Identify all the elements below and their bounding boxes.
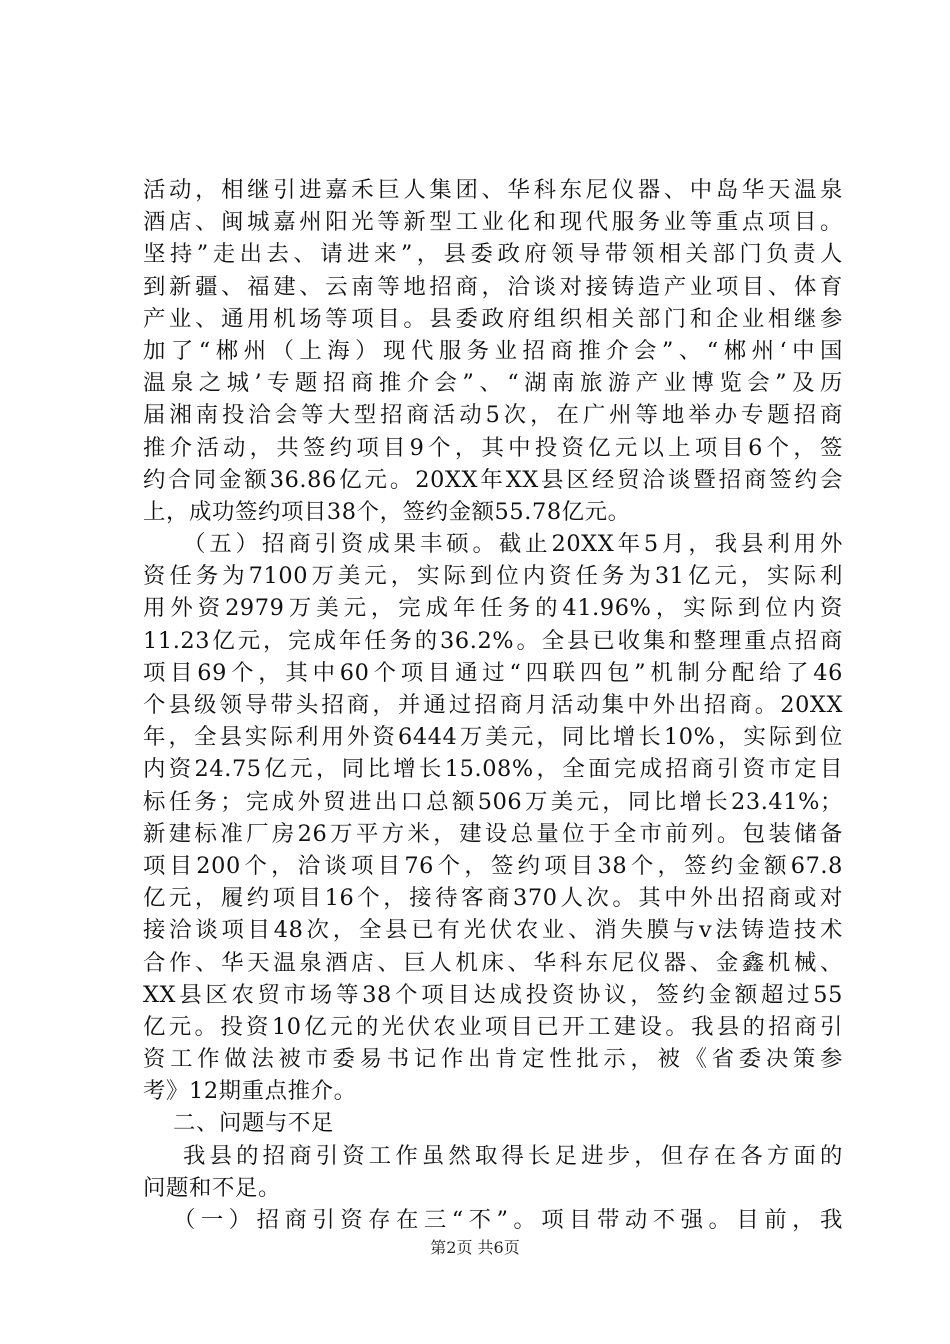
paragraph-line: 资任务为7100万美元，实际到位内资任务为31亿元，实际利 <box>143 563 843 590</box>
paragraph-line: 亿元。投资10亿元的光伏农业项目已开工建设。我县的招商引 <box>143 1013 843 1040</box>
paragraph-line: 个县级领导带头招商，并通过招商月活动集中外出招商。20XX <box>143 692 843 718</box>
page-footer: 第2页 共6页 <box>430 1238 520 1257</box>
paragraph-line: 我县的招商引资工作虽然取得长足进步，但存在各方面的 <box>183 1142 843 1169</box>
paragraph-line: 加了“郴州（上海）现代服务业招商推介会”、“郴州‘中国 <box>143 337 843 364</box>
paragraph-line: 内资24.75亿元，同比增长15.08%，全面完成招商引资市定目 <box>143 756 843 783</box>
paragraph-line: 问题和不足。 <box>143 1174 281 1201</box>
paragraph-line: 活动，相继引进嘉禾巨人集团、华科东尼仪器、中岛华天温泉 <box>143 177 843 203</box>
paragraph-line: 标任务；完成外贸进出口总额506万美元，同比增长23.41%； <box>143 788 843 815</box>
paragraph-line: （一）招商引资存在三“不”。项目带动不强。目前，我 <box>173 1207 843 1233</box>
paragraph-line: 坚持”走出去、请进来”，县委政府领导带领相关部门负责人 <box>143 241 843 268</box>
paragraph-line: 届湘南投洽会等大型招商活动5次，在广州等地举办专题招商 <box>143 402 843 429</box>
section-heading: 二、问题与不足 <box>173 1110 334 1137</box>
paragraph-line: 推介活动，共签约项目9个，其中投资亿元以上项目6个，签 <box>143 434 843 461</box>
paragraph-line: XX县区农贸市场等38个项目达成投资协议，签约金额超过55 <box>143 981 843 1008</box>
paragraph-line: 产业、通用机场等项目。县委政府组织相关部门和企业相继参 <box>143 305 843 332</box>
paragraph-line: 资工作做法被市委易书记作出肯定性批示，被《省委决策参 <box>143 1046 843 1073</box>
section-heading-line: （五）招商引资成果丰硕。截止20XX年5月，我县利用外 <box>183 531 843 558</box>
paragraph-line: 上，成功签约项目38个，签约金额55.78亿元。 <box>143 498 631 525</box>
paragraph-line: 到新疆、福建、云南等地招商，洽谈对接铸造产业项目、体育 <box>143 273 843 300</box>
paragraph-line: 温泉之城’专题招商推介会”、“湖南旅游产业博览会”及历 <box>143 370 843 397</box>
paragraph-line: 约合同金额36.86亿元。20XX年XX县区经贸洽谈暨招商签约会 <box>143 466 843 493</box>
paragraph-line: 亿元，履约项目16个，接待客商370人次。其中外出招商或对 <box>143 885 843 912</box>
paragraph-line: 11.23亿元，完成年任务的36.2%。全县已收集和整理重点招商 <box>143 627 843 654</box>
paragraph-line: 酒店、闽城嘉州阳光等新型工业化和现代服务业等重点项目。 <box>143 209 843 236</box>
paragraph-line: 年，全县实际利用外资6444万美元，同比增长10%，实际到位 <box>143 724 843 751</box>
paragraph-line: 接洽谈项目48次，全县已有光伏农业、消失膜与v法铸造技术 <box>143 917 843 944</box>
paragraph-line: 用外资2979万美元，完成年任务的41.96%，实际到位内资 <box>143 595 843 622</box>
paragraph-line: 项目69个，其中60个项目通过“四联四包”机制分配给了46 <box>143 659 843 686</box>
document-body <box>143 174 843 1236</box>
paragraph-line: 合作、华天温泉酒店、巨人机床、华科东尼仪器、金鑫机械、 <box>143 949 843 976</box>
paragraph-line: 考》12期重点推介。 <box>143 1078 357 1105</box>
paragraph-line: 项目200个，洽谈项目76个，签约项目38个，签约金额67.8 <box>143 852 843 879</box>
paragraph-line: 新建标准厂房26万平方米，建设总量位于全市前列。包装储备 <box>143 820 843 847</box>
